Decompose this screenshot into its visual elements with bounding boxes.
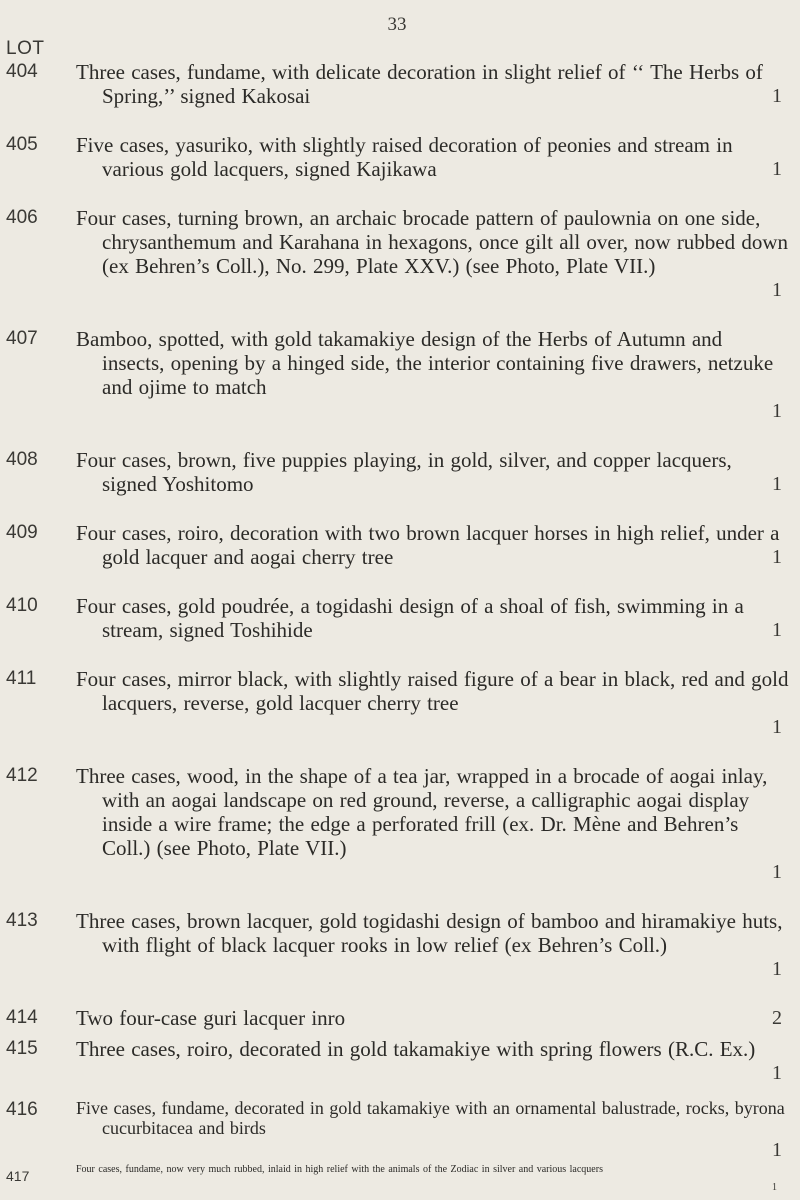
lot-description: Bamboo, spotted, with gold takamakiye design of the Herbs of Autumn and insects, opening by a hinged side, the interior containing five drawers, netzuke and ojime to match — [76, 327, 774, 399]
page-number: 33 — [387, 14, 407, 35]
lot-quantity: 1 — [772, 619, 782, 641]
lot-number: 411 — [6, 668, 37, 689]
lot-quantity: 2 — [772, 1007, 782, 1029]
lot-quantity: 1 — [772, 1182, 777, 1193]
lot-number: 413 — [6, 910, 38, 931]
lot-description: Four cases, roiro, decoration with two brown lacquer horses in high relief, under a gold lacquer and aogai cherry tree — [76, 521, 780, 569]
lot-number: 415 — [6, 1038, 38, 1059]
lot-description: Four cases, gold poudrée, a togidashi design of a shoal of fish, swimming in a stream, signed Toshihide — [76, 594, 744, 642]
lot-quantity: 1 — [772, 158, 782, 180]
lot-number: 412 — [6, 765, 38, 786]
lot-quantity: 1 — [772, 1062, 782, 1084]
lot-number: 406 — [6, 207, 38, 228]
lot-quantity: 1 — [772, 85, 782, 107]
lot-description: Four cases, mirror black, with slightly raised figure of a bear in black, red and gold lacquers, reverse, gold lacquer cherry tree — [76, 667, 789, 715]
lot-quantity: 1 — [772, 1139, 782, 1161]
lot-description: Five cases, fundame, decorated in gold takamakiye with an ornamental balustrade, rocks, byrona cucurbitacea and birds — [76, 1098, 785, 1138]
lot-description: Five cases, yasuriko, with slightly raised decoration of peonies and stream in various gold lacquers, signed Kajikawa — [76, 133, 733, 181]
lot-column-header: LOT — [6, 38, 45, 59]
lot-quantity: 1 — [772, 546, 782, 568]
lot-quantity: 1 — [772, 400, 782, 422]
lot-number: 405 — [6, 134, 38, 155]
lot-quantity: 1 — [772, 958, 782, 980]
lot-description: Three cases, roiro, decorated in gold takamakiye with spring flowers (R.C. Ex.) — [76, 1037, 756, 1061]
lot-quantity: 1 — [772, 861, 782, 883]
lot-description: Four cases, turning brown, an archaic brocade pattern of paulownia on one side, chrysanthemum and Karahana in hexagons, once gilt all over, now rubbed down (ex Behren’s Coll.), No. 299, Plate XXV.) (see Photo, Plate VII.) — [76, 206, 789, 278]
lot-quantity: 1 — [772, 716, 782, 738]
lot-number: 417 — [6, 1168, 30, 1184]
lot-number: 408 — [6, 449, 38, 470]
lot-number: 416 — [6, 1099, 38, 1120]
lot-number: 410 — [6, 595, 38, 616]
lot-quantity: 1 — [772, 473, 782, 495]
lot-description: Three cases, brown lacquer, gold togidashi design of bamboo and hiramakiye huts, with flight of black lacquer rooks in low relief (ex Behren’s Coll.) — [76, 909, 783, 957]
lot-description: Four cases, brown, five puppies playing, in gold, silver, and copper lacquers, signed Yoshitomo — [76, 448, 732, 496]
lot-description: Three cases, wood, in the shape of a tea jar, wrapped in a brocade of aogai inlay, with an aogai landscape on red ground, reverse, a calligraphic aogai display inside a wire frame; the edge a perforated frill (ex. Dr. Mène and Behren’s Coll.) (see Photo, Plate VII.) — [76, 764, 768, 860]
lot-description: Four cases, fundame, now very much rubbed, inlaid in high relief with the animals of the Zodiac in silver and various lacquers — [76, 1164, 603, 1175]
lot-number: 404 — [6, 61, 38, 82]
lot-number: 409 — [6, 522, 38, 543]
lot-number: 414 — [6, 1007, 38, 1028]
lot-quantity: 1 — [772, 279, 782, 301]
lot-number: 407 — [6, 328, 38, 349]
lot-description: Three cases, fundame, with delicate decoration in slight relief of ‘‘ The Herbs of Spring,’’ signed Kakosai — [76, 60, 763, 108]
lot-description: Two four-case guri lacquer inro — [76, 1006, 346, 1030]
